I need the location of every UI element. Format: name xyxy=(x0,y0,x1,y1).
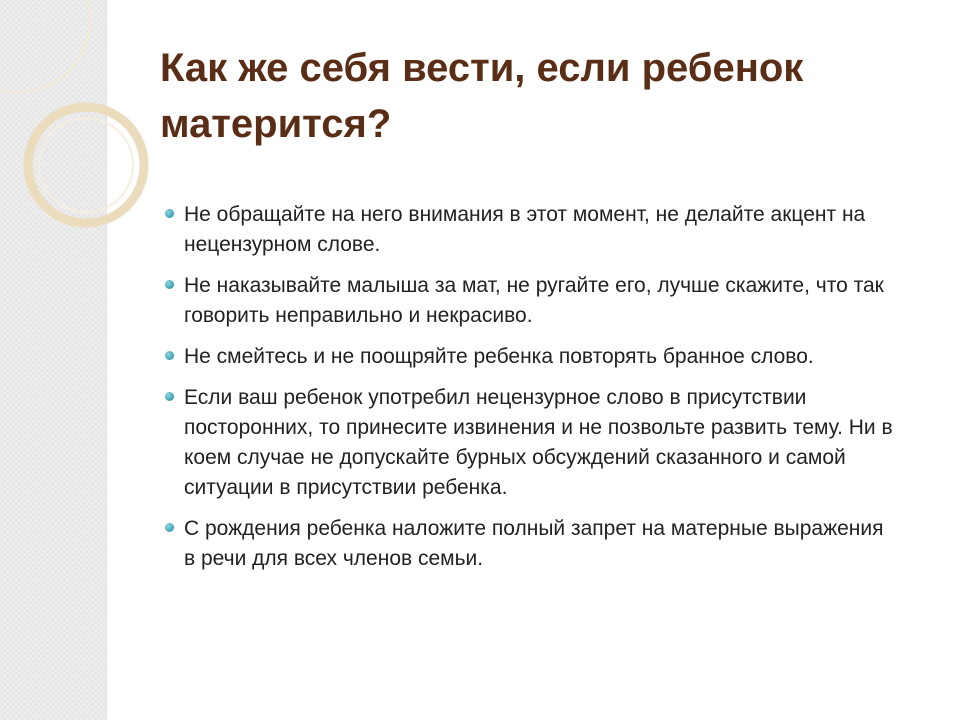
bullet-item xyxy=(160,514,900,574)
slide-title: Как же себя вести, если ребенок матерится? xyxy=(160,46,804,146)
bullet-text: Если ваш ребенок употребил нецензурное слово в присутствии посторонних, то принесите извинения и не позвольте развить тему. Ни в коем случае не допускайте бурных обсуждений сказанного и самой ситуации в присутствии ребенка. xyxy=(184,386,893,499)
bullet-list xyxy=(160,200,900,585)
bullet-item xyxy=(160,383,900,503)
bullet-item xyxy=(160,342,900,372)
teal-dot-icon xyxy=(165,209,174,218)
bullet-item xyxy=(160,271,900,331)
teal-dot-icon xyxy=(165,392,174,401)
teal-dot-icon xyxy=(165,523,174,532)
gold-rings-decoration xyxy=(0,0,160,260)
bullet-text: Не обращайте на него внимания в этот момент, не делайте акцент на нецензурном слове. xyxy=(184,203,866,256)
bullet-text: С рождения ребенка наложите полный запрет на матерные выражения в речи для всех членов семьи. xyxy=(184,517,884,570)
bullet-text: Не наказывайте малыша за мат, не ругайте его, лучше скажите, что так говорить неправильно и некрасиво. xyxy=(184,274,884,327)
bullet-item xyxy=(160,200,900,260)
teal-dot-icon xyxy=(165,280,174,289)
bullet-text: Не смейтесь и не поощряйте ребенка повторять бранное слово. xyxy=(184,345,814,368)
teal-dot-icon xyxy=(165,351,174,360)
